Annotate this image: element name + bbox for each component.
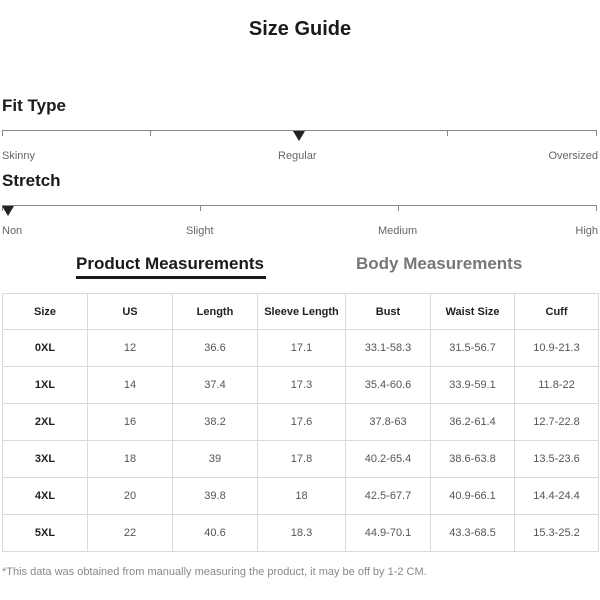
fit-type-label: Fit Type (2, 96, 66, 115)
table-cell: 15.3-25.2 (515, 515, 599, 552)
fit-type-tick (447, 130, 448, 136)
table-row (3, 367, 599, 404)
table-cell: 43.3-68.5 (431, 515, 515, 552)
fit-type-tick (150, 130, 151, 136)
table-cell: 40.9-66.1 (431, 478, 515, 515)
table-cell: 17.3 (258, 367, 346, 404)
column-header: Bust (346, 294, 431, 330)
table-cell: 42.5-67.7 (346, 478, 431, 515)
fit-type-option-skinny: Skinny (2, 150, 36, 162)
table-cell: 38.6-63.8 (431, 441, 515, 478)
stretch-option-high: High (575, 225, 598, 237)
table-row (3, 404, 599, 441)
fit-type-option-oversized: Oversized (548, 150, 598, 162)
table-cell: 37.4 (173, 367, 258, 404)
size-cell: 2XL (3, 404, 88, 441)
table-cell: 18 (258, 478, 346, 515)
fit-type-tick (596, 130, 597, 136)
table-row (3, 478, 599, 515)
table-cell: 38.2 (173, 404, 258, 441)
stretch-tick (596, 205, 597, 211)
stretch-track (2, 205, 597, 206)
table-cell: 20 (88, 478, 173, 515)
stretch-marker-icon (2, 206, 14, 216)
table-header-row (3, 294, 599, 330)
column-header: US (88, 294, 173, 330)
stretch-tick (398, 205, 399, 211)
table-cell: 16 (88, 404, 173, 441)
size-cell: 0XL (3, 330, 88, 367)
table-cell: 17.6 (258, 404, 346, 441)
table-cell: 13.5-23.6 (515, 441, 599, 478)
table-cell: 39.8 (173, 478, 258, 515)
table-cell: 36.6 (173, 330, 258, 367)
size-cell: 4XL (3, 478, 88, 515)
stretch-label: Stretch (2, 171, 61, 190)
size-cell: 3XL (3, 441, 88, 478)
table-cell: 14.4-24.4 (515, 478, 599, 515)
stretch-option-non: Non (2, 225, 23, 237)
stretch-tick (200, 205, 201, 211)
table-body (3, 330, 599, 552)
column-header: Length (173, 294, 258, 330)
table-row (3, 441, 599, 478)
table-cell: 18.3 (258, 515, 346, 552)
measurement-tabs (0, 254, 600, 284)
table-cell: 44.9-70.1 (346, 515, 431, 552)
table-cell: 40.6 (173, 515, 258, 552)
size-table (2, 293, 599, 552)
table-cell: 22 (88, 515, 173, 552)
table-cell: 14 (88, 367, 173, 404)
measurement-note: *This data was obtained from manually measuring the product, it may be off by 1-2 CM. (2, 566, 427, 578)
column-header: Sleeve Length (258, 294, 346, 330)
table-cell: 40.2-65.4 (346, 441, 431, 478)
fit-type-option-regular: Regular (278, 150, 317, 162)
table-cell: 31.5-56.7 (431, 330, 515, 367)
column-header: Size (3, 294, 88, 330)
column-header: Cuff (515, 294, 599, 330)
active-tab-underline (76, 276, 266, 279)
table-cell: 11.8-22 (515, 367, 599, 404)
table-cell: 37.8-63 (346, 404, 431, 441)
table-cell: 17.1 (258, 330, 346, 367)
tab-body-measurements[interactable]: Body Measurements (356, 254, 523, 273)
tab-product-measurements[interactable]: Product Measurements (76, 254, 264, 273)
table-cell: 33.1-58.3 (346, 330, 431, 367)
stretch-option-medium: Medium (378, 225, 418, 237)
size-cell: 5XL (3, 515, 88, 552)
page-title: Size Guide (248, 18, 352, 40)
table-cell: 17.8 (258, 441, 346, 478)
stretch-option-slight: Slight (186, 225, 214, 237)
table-cell: 35.4-60.6 (346, 367, 431, 404)
table-cell: 33.9-59.1 (431, 367, 515, 404)
table-cell: 10.9-21.3 (515, 330, 599, 367)
column-header: Waist Size (431, 294, 515, 330)
table-cell: 18 (88, 441, 173, 478)
table-cell: 12 (88, 330, 173, 367)
fit-type-tick (2, 130, 3, 136)
table-cell: 36.2-61.4 (431, 404, 515, 441)
size-cell: 1XL (3, 367, 88, 404)
table-cell: 39 (173, 441, 258, 478)
table-row (3, 330, 599, 367)
fit-type-marker-icon (293, 131, 305, 141)
table-cell: 12.7-22.8 (515, 404, 599, 441)
table-row (3, 515, 599, 552)
